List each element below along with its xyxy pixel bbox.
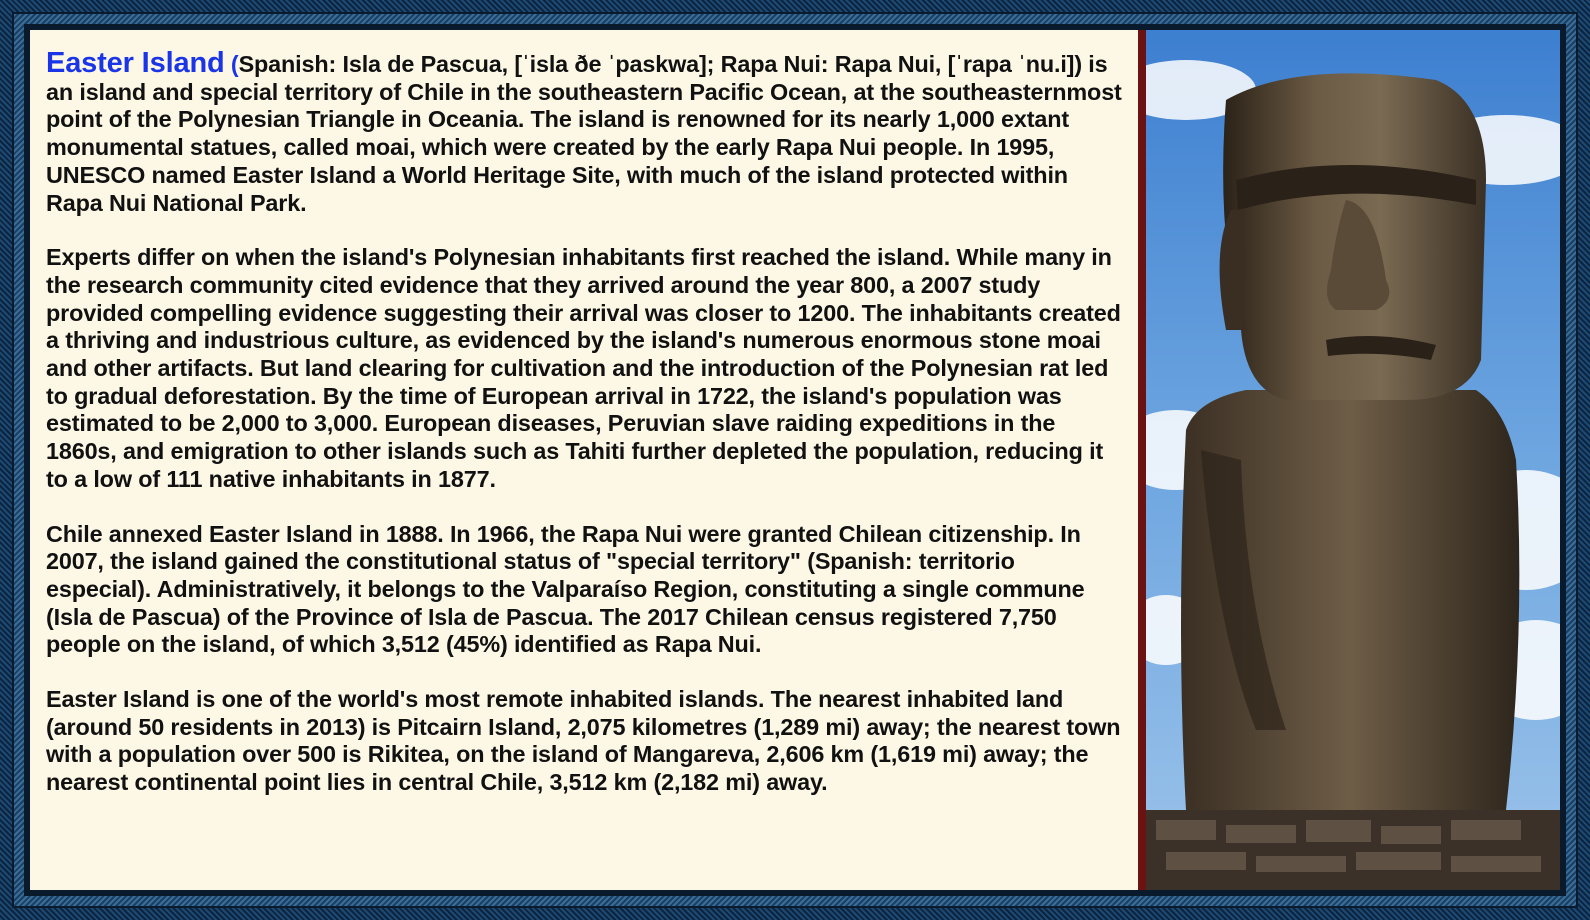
article-title: Easter Island <box>46 47 225 79</box>
history-paragraph: Experts differ on when the island's Polynesian inhabitants first reached the island. While many in the research community cited evidence that they arrived around the year 800, a 2007 study provided compelling evidence suggesting their arrival was closer to 1200. The inhabitants created a thriving and industrious culture, as evidenced by the island's numerous enormous stone moai and other artifacts. But land clearing for cultivation and the introduction of the Polynesian rat led to gradual deforestation. By the time of European arrival in 1722, the island's population was estimated to be 2,000 to 3,000. European diseases, Peruvian slave raiding expeditions in the 1860s, and emigration to other islands such as Tahiti further depleted the population, reducing it to a low of 111 native inhabitants in 1877. <box>46 244 1121 492</box>
article-text-panel <box>30 30 1138 890</box>
intro-text: Spanish: Isla de Pascua, [ˈisla ðe ˈpaskwa]; Rapa Nui: Rapa Nui, [ˈrapa ˈnu.i]) is an island and special territory of Chile in the southeastern Pacific Ocean, at the southeasternmost point of the Polynesian Triangle in Oceania. The island is renowned for its nearly 1,000 extant monumental statues, called moai, which were created by the early Rapa Nui people. In 1995, UNESCO named Easter Island a World Heritage Site, with much of the island protected within Rapa Nui National Park. <box>46 51 1122 216</box>
moai-image <box>1146 30 1560 890</box>
politics-paragraph: Chile annexed Easter Island in 1888. In 1966, the Rapa Nui were granted Chilean citizenship. In 2007, the island gained the constitutional status of "special territory" (Spanish: territorio especial). Administratively, it belongs to the Valparaíso Region, constituting a single commune (Isla de Pascua) of the Province of Isla de Pascua. The 2017 Chilean census registered 7,750 people on the island, of which 3,512 (45%) identified as Rapa Nui. <box>46 520 1085 658</box>
panel-divider <box>1138 30 1146 890</box>
moai-photo <box>1146 30 1560 890</box>
intro-paragraph <box>46 47 1122 217</box>
intro-open-paren: ( <box>224 51 239 77</box>
geography-paragraph: Easter Island is one of the world's most remote inhabited islands. The nearest inhabited land (around 50 residents in 2013) is Pitcairn Island, 2,075 kilometres (1,289 mi) away; the nearest town with a population over 500 is Rikitea, on the island of Mangareva, 2,606 km (1,619 mi) away; the nearest continental point lies in central Chile, 3,512 km (2,182 mi) away. <box>46 686 1121 796</box>
